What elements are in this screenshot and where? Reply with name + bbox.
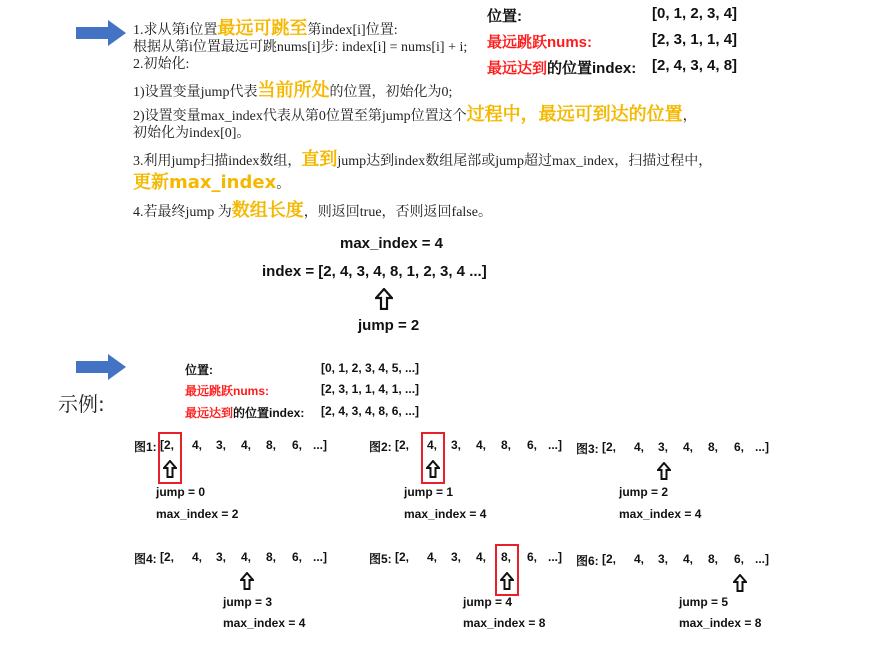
figure-array-item: 4, <box>476 438 487 452</box>
step2a-pre: 1)设置变量jump代表 <box>133 85 258 100</box>
blue-right-arrow-icon <box>76 354 126 380</box>
figure-label: 图1: <box>134 440 157 454</box>
up-arrow-icon <box>500 572 514 590</box>
figure-jump: jump = 2 <box>619 485 669 499</box>
figure-array-item: 3, <box>658 440 669 454</box>
figure-max-index: max_index = 4 <box>619 507 702 521</box>
figure-label: 图5: <box>369 552 392 566</box>
example-row1-value: [0, 1, 2, 3, 4, 5, ...] <box>321 361 420 375</box>
figure-jump: jump = 5 <box>679 595 729 609</box>
figure-array-item: 4, <box>241 438 252 452</box>
figure-label: 图4: <box>134 552 157 566</box>
figure-array-item: 8, <box>266 438 277 452</box>
figure-label: 图2: <box>369 440 392 454</box>
example-row3-label <box>185 404 304 421</box>
up-arrow-icon <box>426 460 440 478</box>
middle-index-array: index = [2, 4, 3, 4, 8, 1, 2, 3, 4 ...] <box>262 263 487 280</box>
up-arrow-icon <box>375 288 393 310</box>
top-row3-label-red: 最远达到 <box>487 60 548 77</box>
figure-jump: jump = 4 <box>463 595 513 609</box>
step4-post: ，则返回true，否则返回false。 <box>303 205 492 220</box>
middle-jump: jump = 2 <box>358 317 420 334</box>
figure-array-item: [2, <box>160 438 175 452</box>
figure-array-item: 4, <box>192 550 203 564</box>
step4-line <box>133 196 492 222</box>
figure-array-item: 8, <box>501 550 512 564</box>
example-row2-label: 最远跳跃nums: <box>185 384 270 398</box>
figure-array-item: 8, <box>708 440 719 454</box>
figure-array-item: ...] <box>548 550 562 564</box>
top-row2-label: 最远跳跃nums: <box>487 34 593 51</box>
figure-array-item: [2, <box>602 440 617 454</box>
top-row3-label <box>487 57 636 78</box>
step3-line2-highlight: 更新max_index <box>133 172 277 193</box>
figure-array-item: ...] <box>313 438 327 452</box>
figure-max-index: max_index = 8 <box>679 616 762 630</box>
example-row3-value: [2, 4, 3, 4, 8, 6, ...] <box>321 404 420 418</box>
figure-max-index: max_index = 4 <box>404 507 487 521</box>
figure-array-item: ...] <box>548 438 562 452</box>
figure-array-item: 8, <box>708 552 719 566</box>
figure-array-item: ...] <box>755 440 769 454</box>
top-row1-value: [0, 1, 2, 3, 4] <box>652 5 738 22</box>
up-arrow-icon <box>163 460 177 478</box>
figure-array-item: 3, <box>658 552 669 566</box>
step1-pre: 1.求从第i位置 <box>133 23 218 38</box>
figure-array-item: 4, <box>241 550 252 564</box>
up-arrow-icon <box>657 462 671 480</box>
figure-array-item: 6, <box>527 438 538 452</box>
blue-right-arrow-icon <box>76 20 126 46</box>
figure-array-item: 3, <box>216 550 227 564</box>
up-arrow-icon <box>733 574 747 592</box>
figure-array-item: ...] <box>313 550 327 564</box>
step4-pre: 4.若最终jump 为 <box>133 205 232 220</box>
top-row1-label: 位置: <box>487 8 522 25</box>
step3-highlight: 直到 <box>301 149 338 170</box>
step2b-pre: 2)设置变量max_index代表从第0位置至第jump位置这个 <box>133 109 467 124</box>
figure-array-item: 4, <box>634 440 645 454</box>
top-row3-value: [2, 4, 3, 4, 8] <box>652 57 738 74</box>
example-label: 示例: <box>58 392 105 416</box>
step3-post: jump达到index数组尾部或jump超过max_index，扫描过程中， <box>337 154 713 169</box>
figure-array-item: [2, <box>395 438 410 452</box>
figure-array-item: 6, <box>734 440 745 454</box>
figure-array-item: 8, <box>501 438 512 452</box>
figure-array-item: 8, <box>266 550 277 564</box>
figure-array-item: 3, <box>451 438 462 452</box>
step4-highlight: 数组长度 <box>231 200 304 221</box>
figure-array-item: 4, <box>683 440 694 454</box>
figure-array-item: 6, <box>527 550 538 564</box>
step2b-highlight: 过程中，最远可到达的位置 <box>466 104 683 125</box>
figure-array-item: 4, <box>634 552 645 566</box>
figure-jump: jump = 1 <box>404 485 454 499</box>
step2b-post: ， <box>682 109 697 124</box>
figure-array-item: 4, <box>427 438 438 452</box>
example-row3-label-black: 的位置index: <box>233 406 305 420</box>
figure-label: 图6: <box>576 554 599 568</box>
example-row3-label-red: 最远达到 <box>185 406 234 420</box>
up-arrow-icon <box>240 572 254 590</box>
figure-jump: jump = 3 <box>223 595 273 609</box>
example-row2-value: [2, 3, 1, 1, 4, 1, ...] <box>321 382 420 396</box>
step3-line2 <box>133 168 290 194</box>
step3-pre: 3.利用jump扫描index数组， <box>133 154 302 169</box>
figure-array-item: [2, <box>395 550 410 564</box>
figure-array-item: 6, <box>734 552 745 566</box>
figure-jump: jump = 0 <box>156 485 206 499</box>
step2a-line <box>133 76 452 102</box>
example-row1-label: 位置: <box>185 363 213 377</box>
top-row2-value: [2, 3, 1, 1, 4] <box>652 31 738 48</box>
figure-array-item: 3, <box>451 550 462 564</box>
figure-array-item: 4, <box>427 550 438 564</box>
step2a-highlight: 当前所处 <box>257 80 330 101</box>
figure-max-index: max_index = 2 <box>156 507 239 521</box>
step1-formula: 根据从第i位置最远可跳nums[i]步: index[i] = nums[i] + i; <box>133 40 468 55</box>
figure-max-index: max_index = 8 <box>463 616 546 630</box>
figure-max-index: max_index = 4 <box>223 616 306 630</box>
figure-array-item: [2, <box>160 550 175 564</box>
figure-array-item: ...] <box>755 552 769 566</box>
figure-array-item: [2, <box>602 552 617 566</box>
figure-array-item: 3, <box>216 438 227 452</box>
step2a-post: 的位置，初始化为0; <box>329 85 453 100</box>
step2-title: 2.初始化: <box>133 57 190 72</box>
figure-label: 图3: <box>576 442 599 456</box>
step3-line2-post: 。 <box>276 177 291 192</box>
step1-post: 第index[i]位置: <box>307 23 398 38</box>
figure-array-item: 4, <box>192 438 203 452</box>
step2b-line2: 初始化为index[0]。 <box>133 126 251 141</box>
step1-highlight: 最远可跳至 <box>217 18 308 39</box>
top-row3-label-black: 的位置index: <box>547 60 637 77</box>
figure-array-item: 6, <box>292 550 303 564</box>
figure-array-item: 4, <box>476 550 487 564</box>
middle-max-index: max_index = 4 <box>340 235 443 252</box>
figure-array-item: 4, <box>683 552 694 566</box>
figure-array-item: 6, <box>292 438 303 452</box>
